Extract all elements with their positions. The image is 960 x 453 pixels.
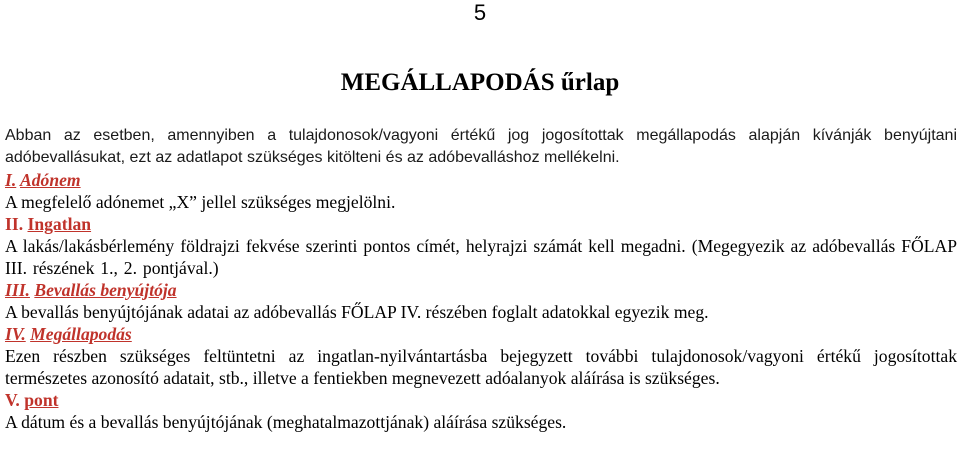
section-number: V. [5, 390, 20, 410]
section-title: Adónem [20, 170, 81, 190]
section-number: III. [5, 280, 30, 300]
section-heading-megallapodas [5, 323, 957, 345]
section-heading-bevallas-benyujtoja [5, 279, 957, 301]
intro-paragraph: Abban az esetben, amennyiben a tulajdonosok/vagyoni értékű jog jogosítottak megállapodás alapján kívánják benyújtani adóbevallásukat, ezt az adatlapot szükséges kitölteni és az adóbevalláshoz mellékelni. [5, 127, 957, 166]
page-title: MEGÁLLAPODÁS űrlap [340, 69, 620, 96]
section-heading-pont [5, 389, 957, 411]
section-heading-adonem [5, 169, 957, 191]
section-title: Ingatlan [27, 214, 92, 234]
section-title: Megállapodás [30, 324, 132, 344]
section-text-pont: A dátum és a bevallás benyújtójának (meghatalmazottjának) aláírása szükséges. [5, 412, 567, 432]
section-title: pont [24, 390, 59, 410]
section-text-bevallas-benyujtoja: A bevallás benyújtójának adatai az adóbevallás FŐLAP IV. részében foglalt adatokkal egyezik meg. [5, 302, 709, 322]
section-title: Bevallás benyújtója [34, 280, 177, 300]
section-number: IV. [5, 324, 26, 344]
section-text-megallapodas: Ezen részben szükséges feltüntetni az ingatlan-nyilvántartásba bejegyzett további tulajdonosok/vagyoni értékű jogosítottak természetes azonosító adatait, stb., illetve a fentiekben megnevezett adóalanyok aláírása is szükséges. [5, 346, 957, 388]
section-number: II. [5, 214, 24, 234]
document-body [5, 125, 957, 433]
section-text-adonem: A megfelelő adónemet „X” jellel szükséges megjelölni. [5, 192, 396, 212]
page-number: 5 [473, 0, 487, 25]
section-number: I. [5, 170, 17, 190]
section-heading-ingatlan [5, 213, 957, 235]
section-text-ingatlan: A lakás/lakásbérlemény földrajzi fekvése szerinti pontos címét, helyrajzi számát kell megadni. (Megegyezik az adóbevallás FŐLAP III. részének 1., 2. pontjával.) [5, 236, 957, 278]
